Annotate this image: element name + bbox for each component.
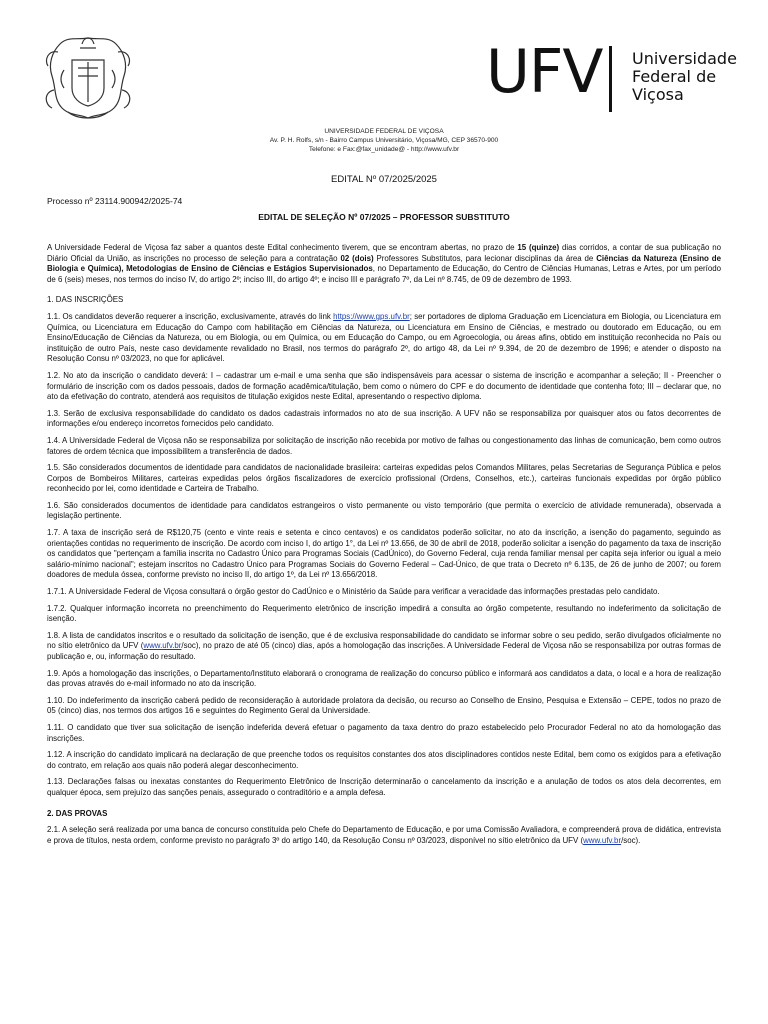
edital-number: EDITAL Nº 07/2025/2025 [331,174,437,185]
institution-name: UNIVERSIDADE FEDERAL DE VIÇOSA [324,128,444,135]
intro-text-3: Professores Substitutos, para lecionar disciplinas da área de [376,253,594,263]
paragraph-1-5: 1.5. São considerados documentos de identidade para candidatos de nacionalidade brasileira: carteiras expedidas pelos Comandos Militares, pelas Secretarias de Segurança Pública e pelos Corpos de Bombeiros Militares, carteiras expedidas pelos órgãos fiscalizadores de exercício profissional (Ordens, Conselhos, etc.), carteiras funcionais expedidas por órgão público reconhecido por lei, como identidade e Carteira de Trabalho. [47,463,721,494]
paragraph-1-4: 1.4. A Universidade Federal de Viçosa não se responsabiliza por solicitação de inscrição não recebida por motivo de falhas ou congestionamento das linhas de comunicação, bem como outros fatores de ordem técnica que impossibilitem a transferência de dados. [47,435,721,456]
paragraph-1-2: 1.2. No ato da inscrição o candidato deverá: I – cadastrar um e-mail e uma senha que são indispensáveis para acessar o sistema de inscrição e acompanhar a seleção; II - Preencher o formulário de inscrição com os dados pessoais, dados de formação acadêmica/titulação, bem como o número do CPF e do documento de identidade que contenha foto; III – declarar que, no ato da efetivação do contrato, atenderá aos requisitos de titulação exigidos neste Edital, apresentando o respectivo diploma. [47,370,721,402]
logo-name-line-3: Viçosa [632,85,684,104]
intro-text-2: dias corridos, a contar de sua publicação no Diário Oficial da União, as inscrições no processo de seleção para a contratação [47,243,721,263]
p2-1-text-a: 2.1. A seleção será realizada por uma banca de concurso constituída pelo Chefe do Departamento de Educação, e por uma Comissão Avaliadora, e compreenderá prova de didática, entrevista e prova de títulos, nesta ordem, conforme previsto no parágrafo 3º do artigo 140, da Resolução Consu nº 03/2023, disponível no sítio eletrônico da UFV ( [47,825,721,845]
logo-name-line-2: Federal de [632,67,717,86]
p1-1-text-b: ; ser portadores de diploma Graduação em Licenciatura em Biologia, ou Licenciatura em Química, ou Licenciatura em Educação do Campo com habilitação em Ciências da Natureza, ou Licenciatura em Ensino de Ciências, e mestrado ou doutorado em Educação, ou em Ensino/Educação de Ciências da Natureza, ou em Biologia, ou em Química, ou em Educação do Campo, ou em Agroecologia, ou áreas afins, obtido em instituição reconhecida no País ou instituição de outro País, neste caso devidamente revalidado no Brasil, nos termos do parágrafo 2º, do artigo 48, da Lei nº 9.394, de 20 de dezembro de 1996; e atender o disposto na Resolução Consu nº 03/2023, no que for aplicável. [47,311,721,364]
logo-name-line-1: Universidade [632,49,737,68]
document-body [47,243,721,852]
edital-title: EDITAL DE SELEÇÃO Nº 07/2025 – PROFESSOR SUBSTITUTO [258,212,510,222]
ufv-site-link[interactable]: www.ufv.br [143,641,182,651]
intro-paragraph [47,243,721,285]
processo-number: Processo nº 23114.900942/2025-74 [47,196,183,206]
p2-1-text-b: /soc). [621,835,641,845]
paragraph-1-10: 1.10. Do indeferimento da inscrição caberá pedido de reconsideração à autoridade prolatora da decisão, ou recurso ao Conselho de Ensino, Pesquisa e Extensão – CEPE, todos no prazo de 05 (cinco) dias, nos termos dos artigos 16 e seguintes do Regimento Geral da Universidade. [47,695,721,716]
paragraph-1-6: 1.6. São considerados documentos de identidade para candidatos estrangeiros o visto permanente ou visto temporário (que permita o exercício de atividade remunerada), observada a legislação pertinente. [47,500,721,521]
intro-vagas: 02 (dois) [340,253,374,263]
intro-area: Ciências da Natureza (Ensino de Biologia e Química), Metodologias de Ensino de Ciências e Estágios Supervisionados [47,253,721,274]
p1-8-text-b: /soc), no prazo de até 05 (cinco) dias, após a homologação das inscrições. A Universidade Federal de Viçosa não se responsabiliza por outras formas de publicação e, ou, informação do resultado. [47,641,722,661]
institution-contact: Telefone: e Fax:@fax_unidade@ - http://www.ufv.br [308,146,460,153]
ufv-site-link-2[interactable]: www.ufv.br [583,835,622,845]
paragraph-1-1 [47,312,721,365]
paragraph-1-12: 1.12. A inscrição do candidato implicará na declaração de que preenche todos os requisitos constantes dos atos disciplinadores contidos neste Edital, bem como os exigidos para a efetivação do contrato, em relação aos quais não poderá alegar desconhecimento. [47,750,721,770]
section-2-heading: 2. DAS PROVAS [47,808,108,818]
institution-address: Av. P. H. Rolfs, s/n - Bairro Campus Universitário, Viçosa/MG, CEP 36570-900 [269,137,499,144]
ufv-logo-text: UFV [486,37,603,107]
logo-divider [609,46,612,112]
p1-8-text-a: 1.8. A lista de candidatos inscritos e o resultado da solicitação de isenção, que é de exclusiva responsabilidade do candidato se informar sobre o seu pedido, serão divulgados oficialmente no no sítio eletrônico da UFV ( [47,630,721,651]
intro-text-4: , no Departamento de Educação, do Centro de Ciências Humanas, Letras e Artes, por um período de 6 (seis) meses, nos termos do inciso IV, do artigo 2º; inciso III, do artigo 4º; e inciso III e parágrafo 7º, da Lei nº 8.745, de 09 de dezembro de 1993. [47,264,721,284]
paragraph-1-7-1: 1.7.1. A Universidade Federal de Viçosa consultará o órgão gestor do CadÚnico e o Ministério da Saúde para verificar a veracidade das informações prestadas pelo candidato. [47,587,660,597]
intro-prazo: 15 (quinze) [517,243,560,252]
intro-text-1: A Universidade Federal de Viçosa faz saber a quantos deste Edital conhecimento tiverem, que se encontram abertas, no prazo de [47,243,515,252]
paragraph-1-8 [47,631,721,663]
ufv-logo-name [632,50,737,104]
paragraph-1-13: 1.13. Declarações falsas ou inexatas constantes do Requerimento Eletrônico de Inscrição determinarão o cancelamento da inscrição e a anulação de todos os atos dela decorrentes, em qualquer época, sem prejuízo das sanções penais, assegurado o contraditório e a ampla defesa. [47,777,721,797]
section-1-heading: 1. DAS INSCRIÇÕES [47,295,124,305]
paragraph-2-1 [47,825,721,846]
gps-ufv-link[interactable]: https://www.gps.ufv.br [333,311,410,321]
paragraph-1-7: 1.7. A taxa de inscrição será de R$120,75 (cento e vinte reais e setenta e cinco centavos) e os candidatos poderão solicitar, no ato da inscrição, a isenção do pagamento, seguindo as orientações contidas no requerimento de inscrição. De acordo com inciso I, do artigo 1°, da Lei nº 13.656, de 30 de abril de 2018, poderão solicitar a isenção do pagamento da taxa de inscrição os candidatos que "pertençam a família inscrita no Cadastro Único para Programas Sociais (CadÚnico), do Governo Federal, cuja renda familiar mensal per capita seja inferior ou igual a meio salário-mínimo nacional"; estejam inscritos no Cadastro Único para Programas Sociais do Governo Federal – Cad-Único, de que trata o Decreto nº 6.135, de 26 de junho de 2007; ou forem doadores de medula óssea, conforme previsto no inciso II, do artigo 1º, da Lei nº 13.656/2018. [47,528,721,580]
ufv-coat-of-arms-seal [38,30,138,122]
paragraph-1-11: 1.11. O candidato que tiver sua solicitação de isenção indeferida deverá efetuar o pagamento da taxa dentro do prazo estabelecido pelo Procurador Federal no ato da homologação das inscrições. [47,722,721,743]
p1-1-text-a: 1.1. Os candidatos deverão requerer a inscrição, exclusivamente, através do link [47,311,331,321]
paragraph-1-7-2: 1.7.2. Qualquer informação incorreta no preenchimento do Requerimento eletrônico de inscrição impedirá a consulta ao órgão competente, resultando no indeferimento da solicitação de isenção. [47,603,721,624]
paragraph-1-9: 1.9. Após a homologação das inscrições, o Departamento/Instituto elaborará o cronograma de realização do concurso público e informará aos candidatos a data, o local e a hora de realização das provas através do e-mail informado no ato da inscrição. [47,668,721,689]
paragraph-1-3: 1.3. Serão de exclusiva responsabilidade do candidato os dados cadastrais informados no ato de sua inscrição. A UFV não se responsabiliza por quaisquer atos ou fatos decorrentes de informações e/ou endereço incorretos fornecidos pelo candidato. [47,408,721,429]
